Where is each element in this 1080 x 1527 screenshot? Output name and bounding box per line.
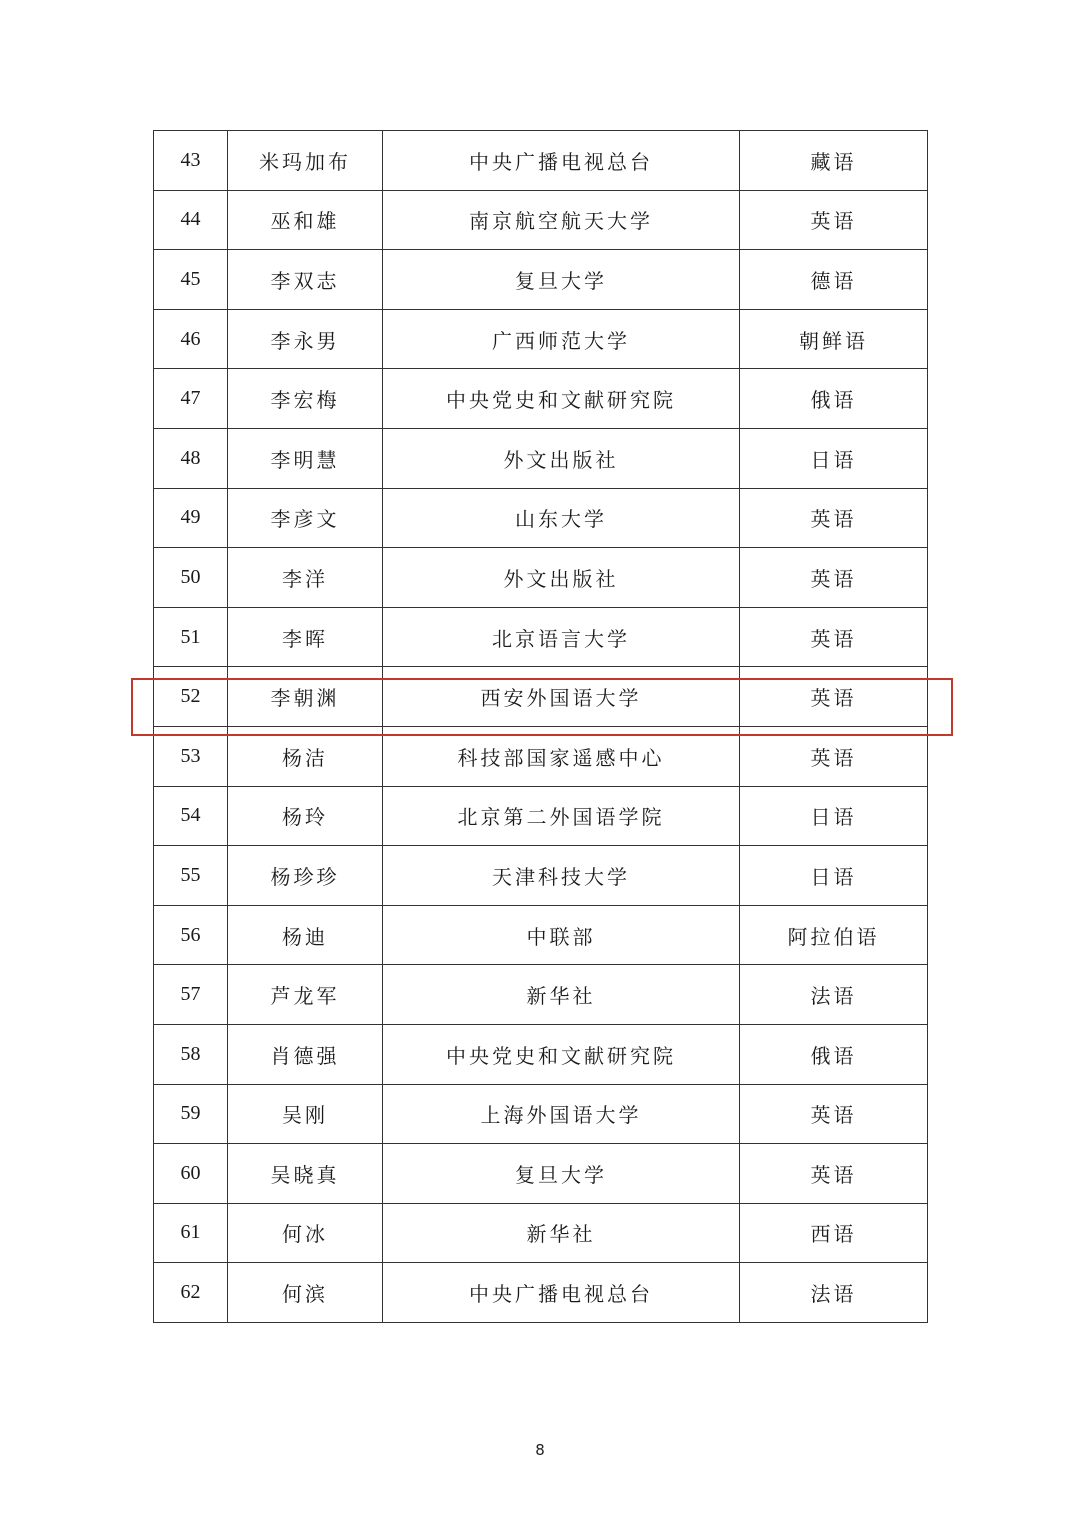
language: 法语 xyxy=(740,965,928,1025)
organization: 中央党史和文献研究院 xyxy=(383,1024,740,1084)
table-row xyxy=(154,1144,928,1204)
organization: 上海外国语大学 xyxy=(383,1084,740,1144)
language: 日语 xyxy=(740,428,928,488)
organization: 中联部 xyxy=(383,905,740,965)
table-body xyxy=(154,131,928,1323)
person-name: 李彦文 xyxy=(228,488,383,548)
organization: 广西师范大学 xyxy=(383,309,740,369)
person-name: 何滨 xyxy=(228,1263,383,1323)
table-row xyxy=(154,965,928,1025)
organization: 中央党史和文献研究院 xyxy=(383,369,740,429)
table-row xyxy=(154,488,928,548)
person-name: 何冰 xyxy=(228,1203,383,1263)
table-row xyxy=(154,131,928,191)
organization: 中央广播电视总台 xyxy=(383,131,740,191)
person-name: 肖德强 xyxy=(228,1024,383,1084)
table-row xyxy=(154,846,928,906)
row-number: 46 xyxy=(154,309,228,369)
row-number: 47 xyxy=(154,369,228,429)
language: 阿拉伯语 xyxy=(740,905,928,965)
person-name: 李明慧 xyxy=(228,428,383,488)
page-number: 8 xyxy=(535,1441,545,1459)
language: 西语 xyxy=(740,1203,928,1263)
row-number: 59 xyxy=(154,1084,228,1144)
person-name: 杨珍珍 xyxy=(228,846,383,906)
row-number: 43 xyxy=(154,131,228,191)
row-number: 48 xyxy=(154,428,228,488)
language: 朝鲜语 xyxy=(740,309,928,369)
person-name: 吴刚 xyxy=(228,1084,383,1144)
table-row xyxy=(154,309,928,369)
language: 英语 xyxy=(740,726,928,786)
organization: 天津科技大学 xyxy=(383,846,740,906)
person-name: 李永男 xyxy=(228,309,383,369)
organization: 北京第二外国语学院 xyxy=(383,786,740,846)
row-number: 50 xyxy=(154,548,228,608)
person-name: 杨迪 xyxy=(228,905,383,965)
row-number: 62 xyxy=(154,1263,228,1323)
language: 德语 xyxy=(740,250,928,310)
person-name: 李洋 xyxy=(228,548,383,608)
row-number: 60 xyxy=(154,1144,228,1204)
language: 藏语 xyxy=(740,131,928,191)
row-number: 61 xyxy=(154,1203,228,1263)
table-row xyxy=(154,1024,928,1084)
language: 俄语 xyxy=(740,1024,928,1084)
language: 英语 xyxy=(740,190,928,250)
person-name: 李宏梅 xyxy=(228,369,383,429)
organization: 科技部国家遥感中心 xyxy=(383,726,740,786)
language: 英语 xyxy=(740,548,928,608)
organization: 复旦大学 xyxy=(383,250,740,310)
person-name: 李双志 xyxy=(228,250,383,310)
row-number: 53 xyxy=(154,726,228,786)
language: 英语 xyxy=(740,1084,928,1144)
language: 英语 xyxy=(740,1144,928,1204)
row-number: 51 xyxy=(154,607,228,667)
organization: 北京语言大学 xyxy=(383,607,740,667)
row-number: 54 xyxy=(154,786,228,846)
name-list-table-wrapper xyxy=(153,130,927,1323)
row-number: 56 xyxy=(154,905,228,965)
language: 英语 xyxy=(740,488,928,548)
person-name: 杨玲 xyxy=(228,786,383,846)
table-row xyxy=(154,786,928,846)
table-row xyxy=(154,726,928,786)
person-name: 李晖 xyxy=(228,607,383,667)
organization: 中央广播电视总台 xyxy=(383,1263,740,1323)
language: 英语 xyxy=(740,667,928,727)
table-row xyxy=(154,548,928,608)
row-number: 58 xyxy=(154,1024,228,1084)
language: 英语 xyxy=(740,607,928,667)
table-row-highlighted xyxy=(154,667,928,727)
person-name: 巫和雄 xyxy=(228,190,383,250)
row-number: 44 xyxy=(154,190,228,250)
language: 法语 xyxy=(740,1263,928,1323)
person-name: 吴晓真 xyxy=(228,1144,383,1204)
organization: 西安外国语大学 xyxy=(383,667,740,727)
table-row xyxy=(154,1263,928,1323)
organization: 外文出版社 xyxy=(383,428,740,488)
table-row xyxy=(154,190,928,250)
organization: 南京航空航天大学 xyxy=(383,190,740,250)
organization: 新华社 xyxy=(383,1203,740,1263)
organization: 新华社 xyxy=(383,965,740,1025)
table-row xyxy=(154,1084,928,1144)
table-row xyxy=(154,369,928,429)
person-name: 芦龙军 xyxy=(228,965,383,1025)
person-name: 李朝渊 xyxy=(228,667,383,727)
table-row xyxy=(154,428,928,488)
organization: 复旦大学 xyxy=(383,1144,740,1204)
row-number: 57 xyxy=(154,965,228,1025)
table-row xyxy=(154,905,928,965)
row-number: 52 xyxy=(154,667,228,727)
organization: 山东大学 xyxy=(383,488,740,548)
row-number: 49 xyxy=(154,488,228,548)
table-row xyxy=(154,607,928,667)
table-row xyxy=(154,1203,928,1263)
name-list-table xyxy=(153,130,928,1323)
table-row xyxy=(154,250,928,310)
person-name: 杨洁 xyxy=(228,726,383,786)
language: 日语 xyxy=(740,786,928,846)
row-number: 55 xyxy=(154,846,228,906)
row-number: 45 xyxy=(154,250,228,310)
organization: 外文出版社 xyxy=(383,548,740,608)
language: 俄语 xyxy=(740,369,928,429)
person-name: 米玛加布 xyxy=(228,131,383,191)
language: 日语 xyxy=(740,846,928,906)
